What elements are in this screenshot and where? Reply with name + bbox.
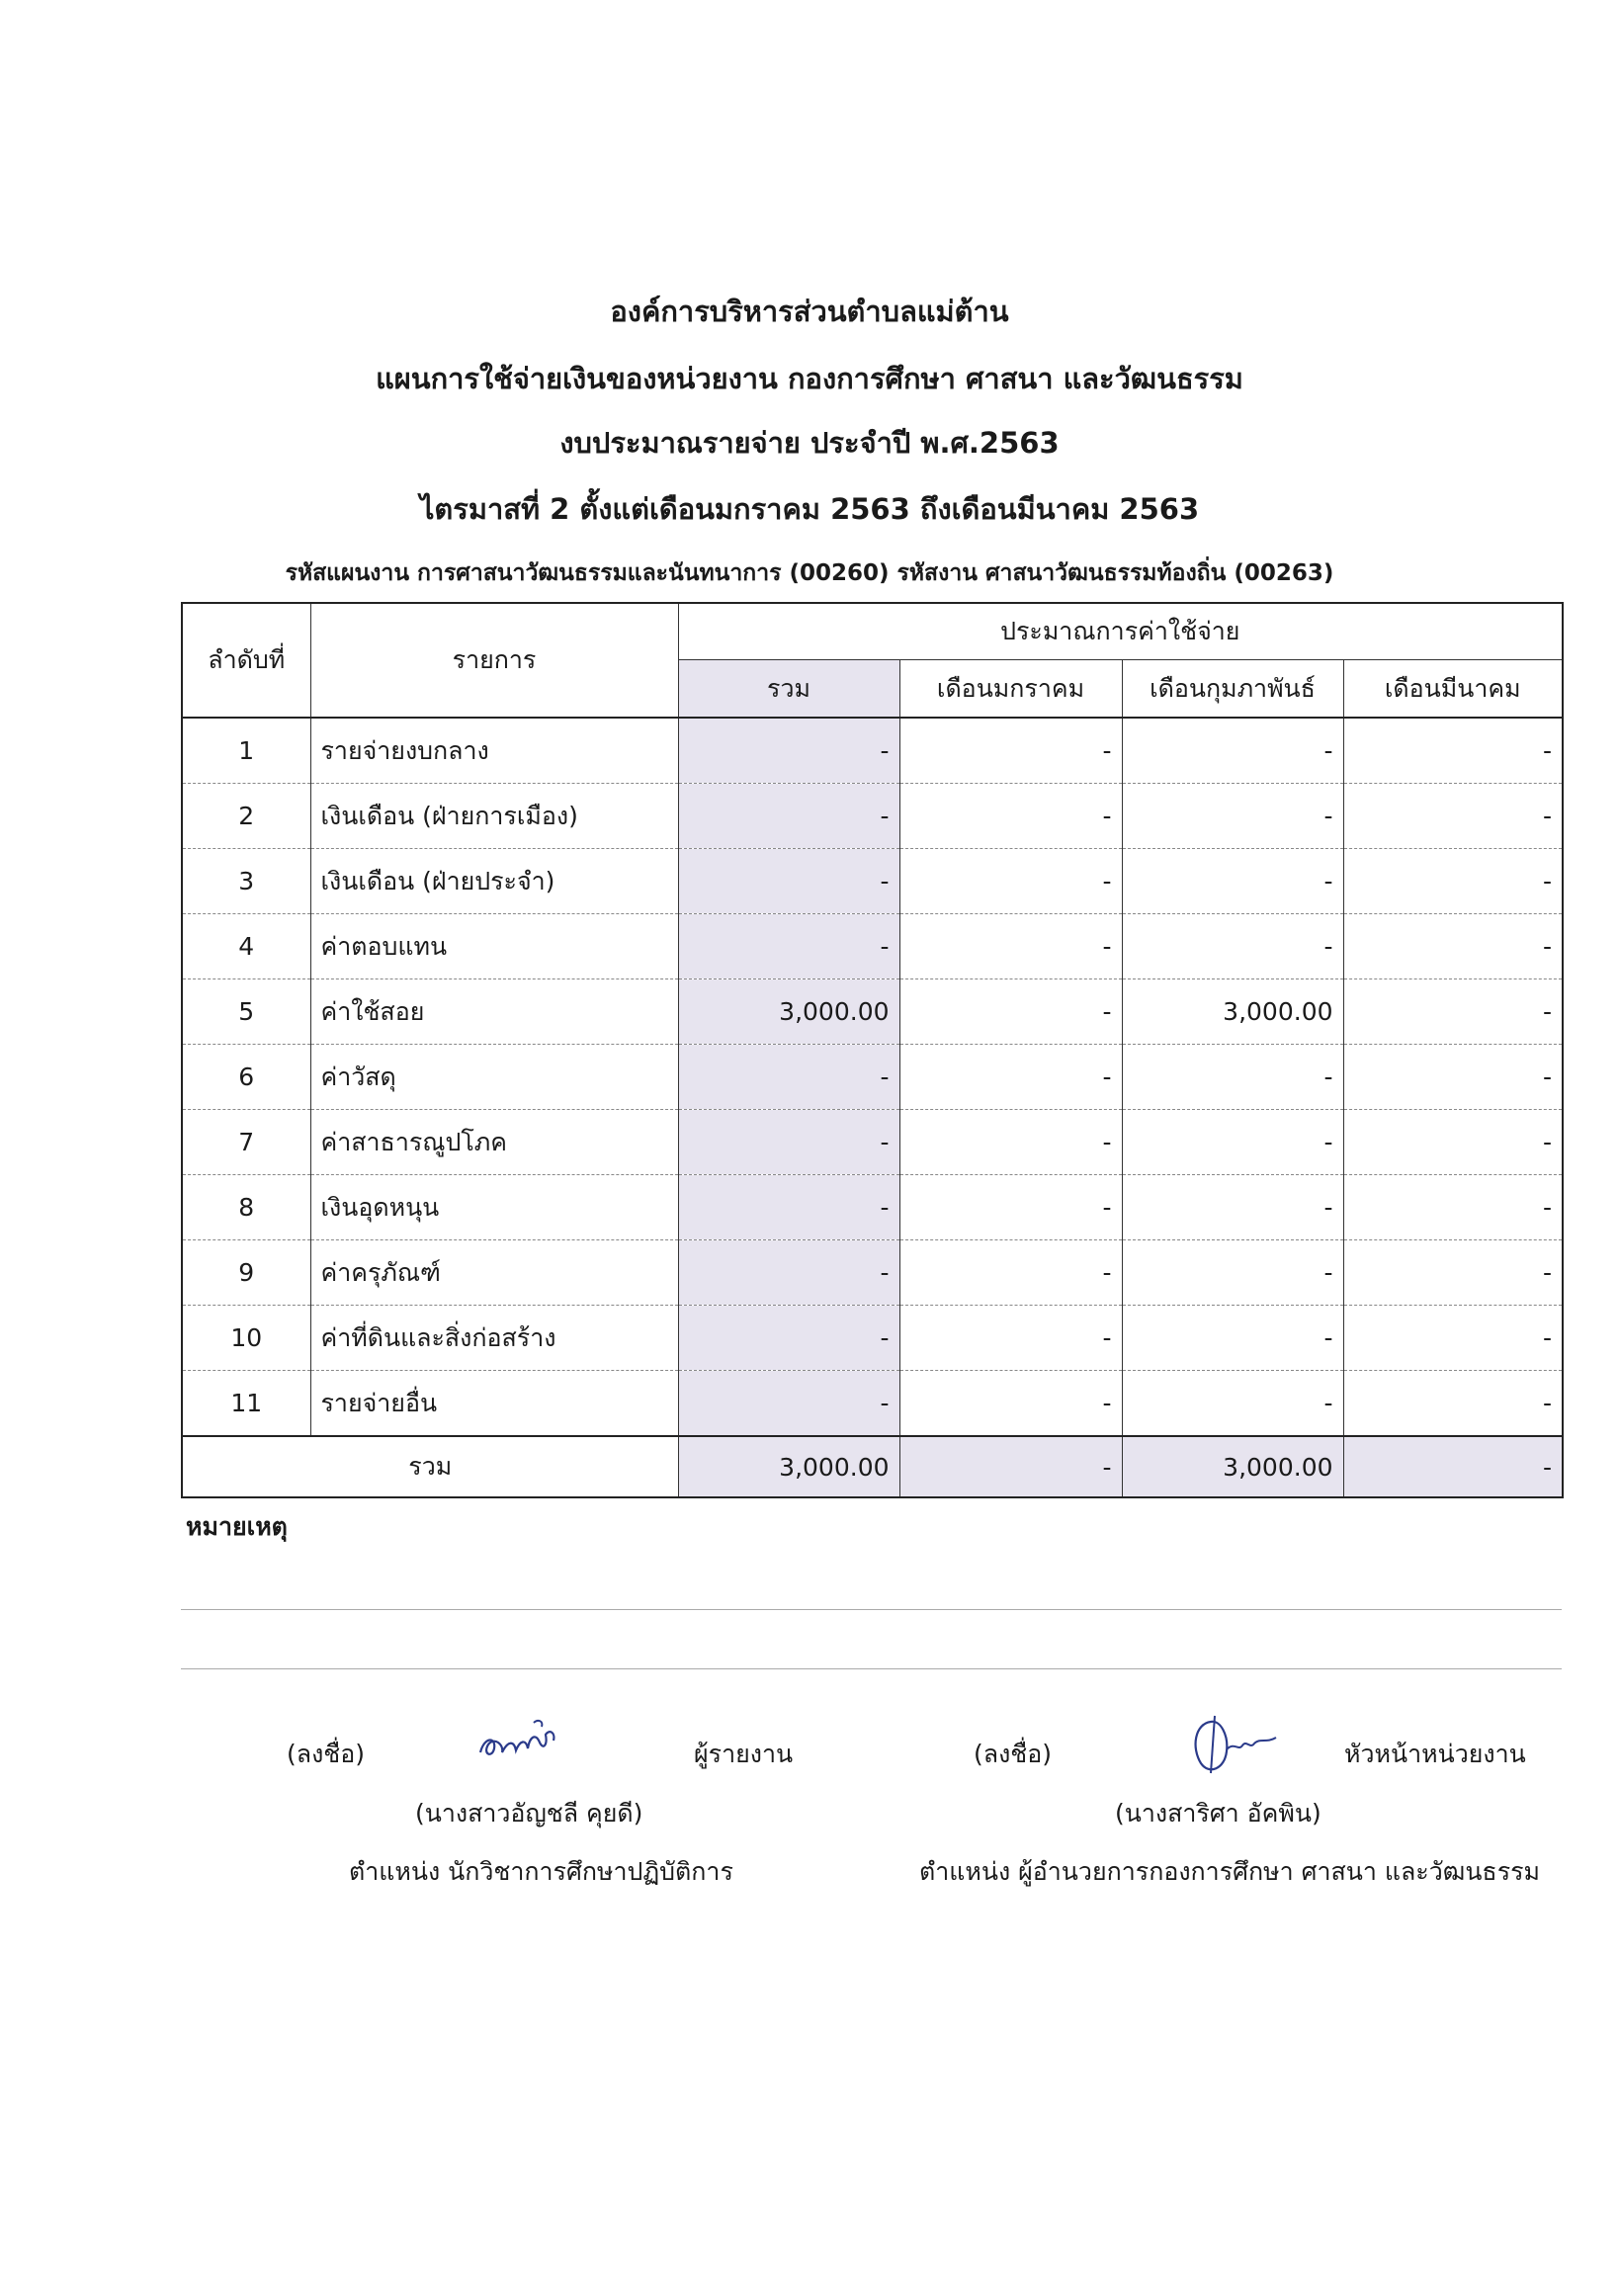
row-number: 8: [182, 1175, 310, 1240]
row-feb: -: [1122, 1175, 1343, 1240]
left-role: ผู้รายงาน: [694, 1740, 794, 1768]
right-position: ตำแหน่ง ผู้อำนวยการกองการศึกษา ศาสนา และวัฒนธรรม: [919, 1857, 1541, 1886]
left-position: ตำแหน่ง นักวิชาการศึกษาปฏิบัติการ: [349, 1857, 733, 1886]
col-header-no: ลำดับที่: [182, 603, 310, 718]
row-jan: -: [899, 914, 1122, 979]
row-feb: -: [1122, 1306, 1343, 1371]
left-sign-label: (ลงชื่อ): [287, 1740, 366, 1768]
row-feb: -: [1122, 914, 1343, 979]
row-total: -: [678, 784, 899, 849]
remark-label: หมายเหตุ: [186, 1512, 288, 1541]
row-mar: -: [1343, 979, 1563, 1045]
row-mar: -: [1343, 1306, 1563, 1371]
row-total: -: [678, 1240, 899, 1306]
table-row: [182, 914, 1563, 979]
row-jan: -: [899, 1110, 1122, 1175]
row-feb: -: [1122, 1045, 1343, 1110]
row-mar: -: [1343, 914, 1563, 979]
remark-line: [181, 1609, 1562, 1610]
row-number: 6: [182, 1045, 310, 1110]
plan-codes: รหัสแผนงาน การศาสนาวัฒนธรรมและนันทนาการ (00260) รหัสงาน ศาสนาวัฒนธรรมท้องถิ่น (00263): [285, 560, 1334, 586]
row-number: 4: [182, 914, 310, 979]
table-row: [182, 1110, 1563, 1175]
row-item: ค่าสาธารณูปโภค: [310, 1110, 678, 1175]
row-feb: 3,000.00: [1122, 979, 1343, 1045]
row-jan: -: [899, 1306, 1122, 1371]
row-number: 3: [182, 849, 310, 914]
sum-label: รวม: [182, 1436, 678, 1497]
table-row: [182, 979, 1563, 1045]
row-jan: -: [899, 1175, 1122, 1240]
row-item: เงินอุดหนุน: [310, 1175, 678, 1240]
col-header-total: รวม: [678, 660, 899, 719]
table-row: [182, 1371, 1563, 1437]
right-sign-label: (ลงชื่อ): [974, 1740, 1053, 1768]
budget-title: งบประมาณรายจ่าย ประจำปี พ.ศ.2563: [559, 426, 1060, 460]
row-item: ค่าครุภัณฑ์: [310, 1240, 678, 1306]
plan-title: แผนการใช้จ่ายเงินของหน่วยงาน กองการศึกษา ศาสนา และวัฒนธรรม: [376, 362, 1243, 395]
row-number: 5: [182, 979, 310, 1045]
table-row: [182, 1045, 1563, 1110]
row-mar: -: [1343, 1110, 1563, 1175]
sum-jan: -: [899, 1436, 1122, 1497]
row-mar: -: [1343, 1045, 1563, 1110]
table-row: [182, 784, 1563, 849]
row-total: -: [678, 1175, 899, 1240]
table-row: [182, 1240, 1563, 1306]
table-row: [182, 1175, 1563, 1240]
row-number: 10: [182, 1306, 310, 1371]
row-feb: -: [1122, 1240, 1343, 1306]
row-item: รายจ่ายงบกลาง: [310, 718, 678, 784]
row-mar: -: [1343, 1175, 1563, 1240]
row-jan: -: [899, 1240, 1122, 1306]
row-jan: -: [899, 979, 1122, 1045]
right-role: หัวหน้าหน่วยงาน: [1344, 1740, 1526, 1768]
row-feb: -: [1122, 849, 1343, 914]
row-number: 2: [182, 784, 310, 849]
quarter-title: ไตรมาสที่ 2 ตั้งแต่เดือนมกราคม 2563 ถึงเดือนมีนาคม 2563: [419, 492, 1200, 526]
sum-total: 3,000.00: [678, 1436, 899, 1497]
left-name: (นางสาวอัญชลี คุยดี): [415, 1799, 643, 1828]
table-row: [182, 849, 1563, 914]
sum-feb: 3,000.00: [1122, 1436, 1343, 1497]
row-feb: -: [1122, 718, 1343, 784]
col-header-feb: เดือนกุมภาพันธ์: [1122, 660, 1343, 719]
org-title: องค์การบริหารส่วนตำบลแม่ต้าน: [610, 295, 1009, 328]
row-item: รายจ่ายอื่น: [310, 1371, 678, 1437]
col-header-item: รายการ: [310, 603, 678, 718]
row-item: เงินเดือน (ฝ่ายการเมือง): [310, 784, 678, 849]
row-total: -: [678, 718, 899, 784]
budget-table: [181, 602, 1564, 1498]
row-item: ค่าที่ดินและสิ่งก่อสร้าง: [310, 1306, 678, 1371]
row-item: เงินเดือน (ฝ่ายประจำ): [310, 849, 678, 914]
row-total: -: [678, 1371, 899, 1437]
right-name: (นางสาริศา อัคพิน): [1115, 1799, 1321, 1828]
row-total: -: [678, 1110, 899, 1175]
row-item: ค่าตอบแทน: [310, 914, 678, 979]
row-jan: -: [899, 849, 1122, 914]
remark-line: [181, 1668, 1562, 1669]
row-mar: -: [1343, 849, 1563, 914]
left-signature-image: [474, 1715, 563, 1774]
row-total: -: [678, 849, 899, 914]
sum-mar: -: [1343, 1436, 1563, 1497]
row-mar: -: [1343, 1240, 1563, 1306]
row-total: -: [678, 1045, 899, 1110]
row-feb: -: [1122, 784, 1343, 849]
row-total: -: [678, 1306, 899, 1371]
row-number: 7: [182, 1110, 310, 1175]
row-jan: -: [899, 718, 1122, 784]
row-feb: -: [1122, 1371, 1343, 1437]
row-jan: -: [899, 1371, 1122, 1437]
row-total: -: [678, 914, 899, 979]
row-jan: -: [899, 784, 1122, 849]
row-number: 9: [182, 1240, 310, 1306]
table-row: [182, 1306, 1563, 1371]
row-number: 11: [182, 1371, 310, 1437]
row-mar: -: [1343, 718, 1563, 784]
table-row: [182, 718, 1563, 784]
row-mar: -: [1343, 1371, 1563, 1437]
row-feb: -: [1122, 1110, 1343, 1175]
row-item: ค่าใช้สอย: [310, 979, 678, 1045]
row-mar: -: [1343, 784, 1563, 849]
col-header-mar: เดือนมีนาคม: [1343, 660, 1563, 719]
right-signature-image: [1181, 1708, 1290, 1779]
row-jan: -: [899, 1045, 1122, 1110]
sum-row: [182, 1436, 1563, 1497]
row-item: ค่าวัสดุ: [310, 1045, 678, 1110]
row-total: 3,000.00: [678, 979, 899, 1045]
col-header-estimate: ประมาณการค่าใช้จ่าย: [678, 603, 1563, 660]
row-number: 1: [182, 718, 310, 784]
col-header-jan: เดือนมกราคม: [899, 660, 1122, 719]
